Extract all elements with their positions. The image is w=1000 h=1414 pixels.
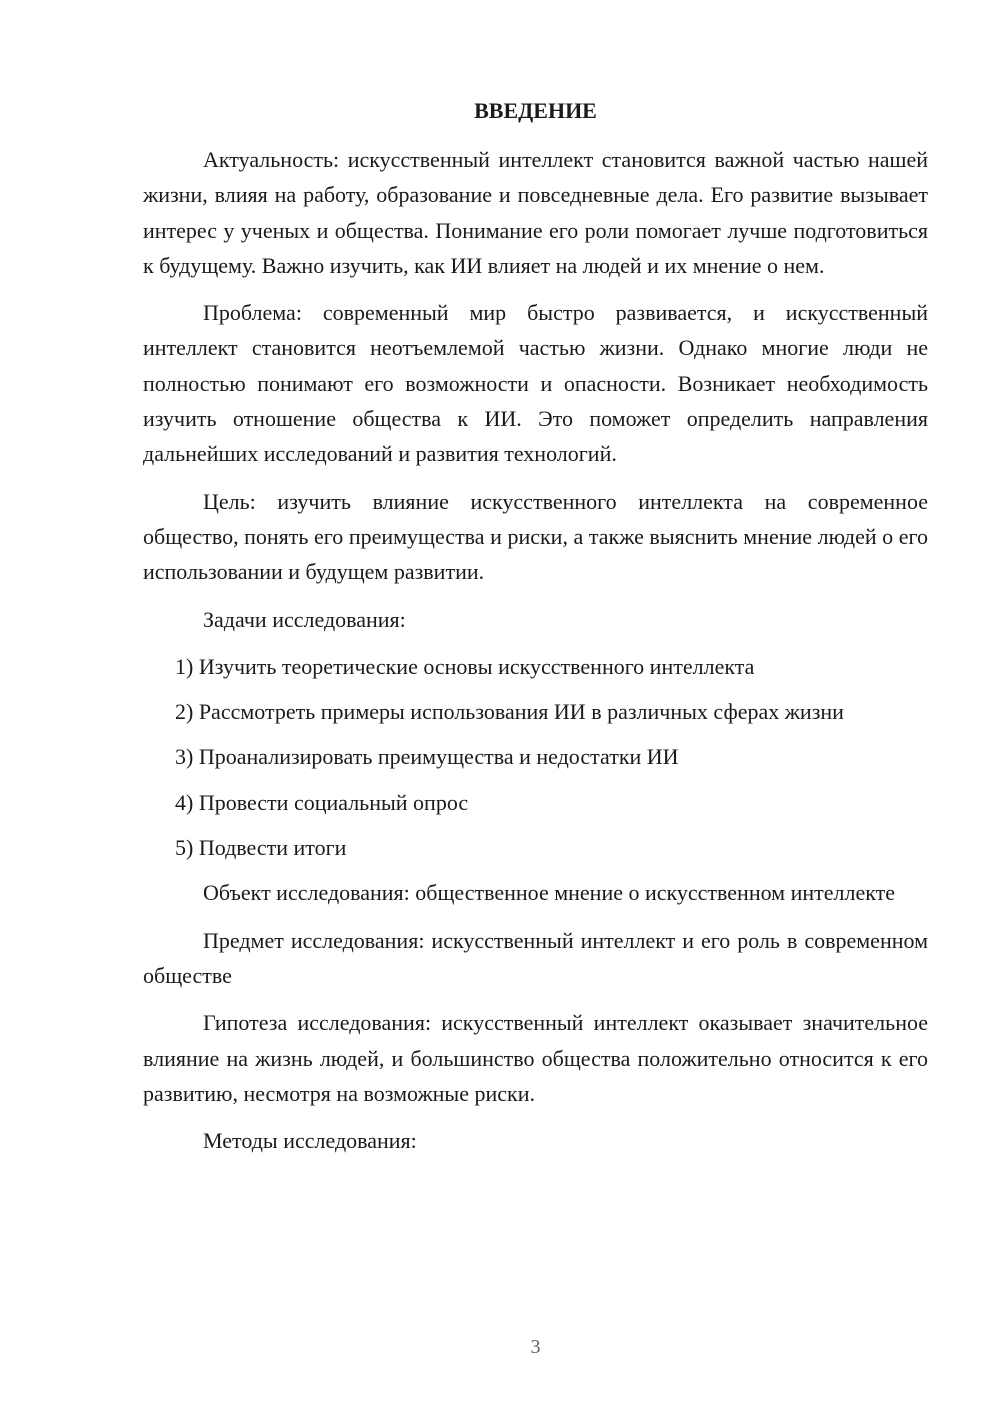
- methods-heading: Методы исследования:: [203, 1128, 417, 1154]
- document-body: [143, 142, 928, 1170]
- page-title: ВВЕДЕНИЕ: [474, 98, 597, 123]
- paragraph-subject: Предмет исследования: искусственный интеллект и его роль в современном обществе: [143, 927, 928, 988]
- paragraph-goal: Цель: изучить влияние искусственного интеллекта на современное общество, понять его преимущества и риски, а также выяснить мнение людей о его использовании и будущем развитии.: [143, 488, 928, 585]
- paragraph-hypothesis: Гипотеза исследования: искусственный интеллект оказывает значительное влияние на жизнь людей, и большинство общества положительно относится к его развитию, несмотря на возможные риски.: [143, 1010, 928, 1106]
- paragraph-problem: Проблема: современный мир быстро развивается, и искусственный интеллект становится неотъемлемой частью жизни. Однако многие люди не полностью понимают его возможности и опасности. Возникает необходимость изучить отношение общества к ИИ. Это поможет определить направления дальнейших исследований и развития технологий.: [143, 300, 928, 467]
- page-number: 3: [530, 1336, 541, 1358]
- task-item-1: 1) Изучить теоретические основы искусственного интеллекта: [175, 653, 755, 679]
- document-page: [143, 0, 928, 1414]
- task-item-5: 5) Подвести итоги: [175, 835, 347, 861]
- task-item-3: 3) Проанализировать преимущества и недостатки ИИ: [175, 744, 679, 770]
- paragraph-actuality: Актуальность: искусственный интеллект становится важной частью нашей жизни, влияя на работу, образование и повседневные дела. Его развитие вызывает интерес у ученых и общества. Понимание его роли помогает лучше подготовиться к будущему. Важно изучить, как ИИ влияет на людей и их мнение о нем.: [143, 147, 928, 278]
- task-item-4: 4) Провести социальный опрос: [175, 789, 469, 815]
- paragraph-object: Объект исследования: общественное мнение о искусственном интеллекте: [203, 880, 896, 906]
- task-item-2: 2) Рассмотреть примеры использования ИИ в различных сферах жизни: [175, 699, 844, 725]
- tasks-heading: Задачи исследования:: [203, 606, 406, 632]
